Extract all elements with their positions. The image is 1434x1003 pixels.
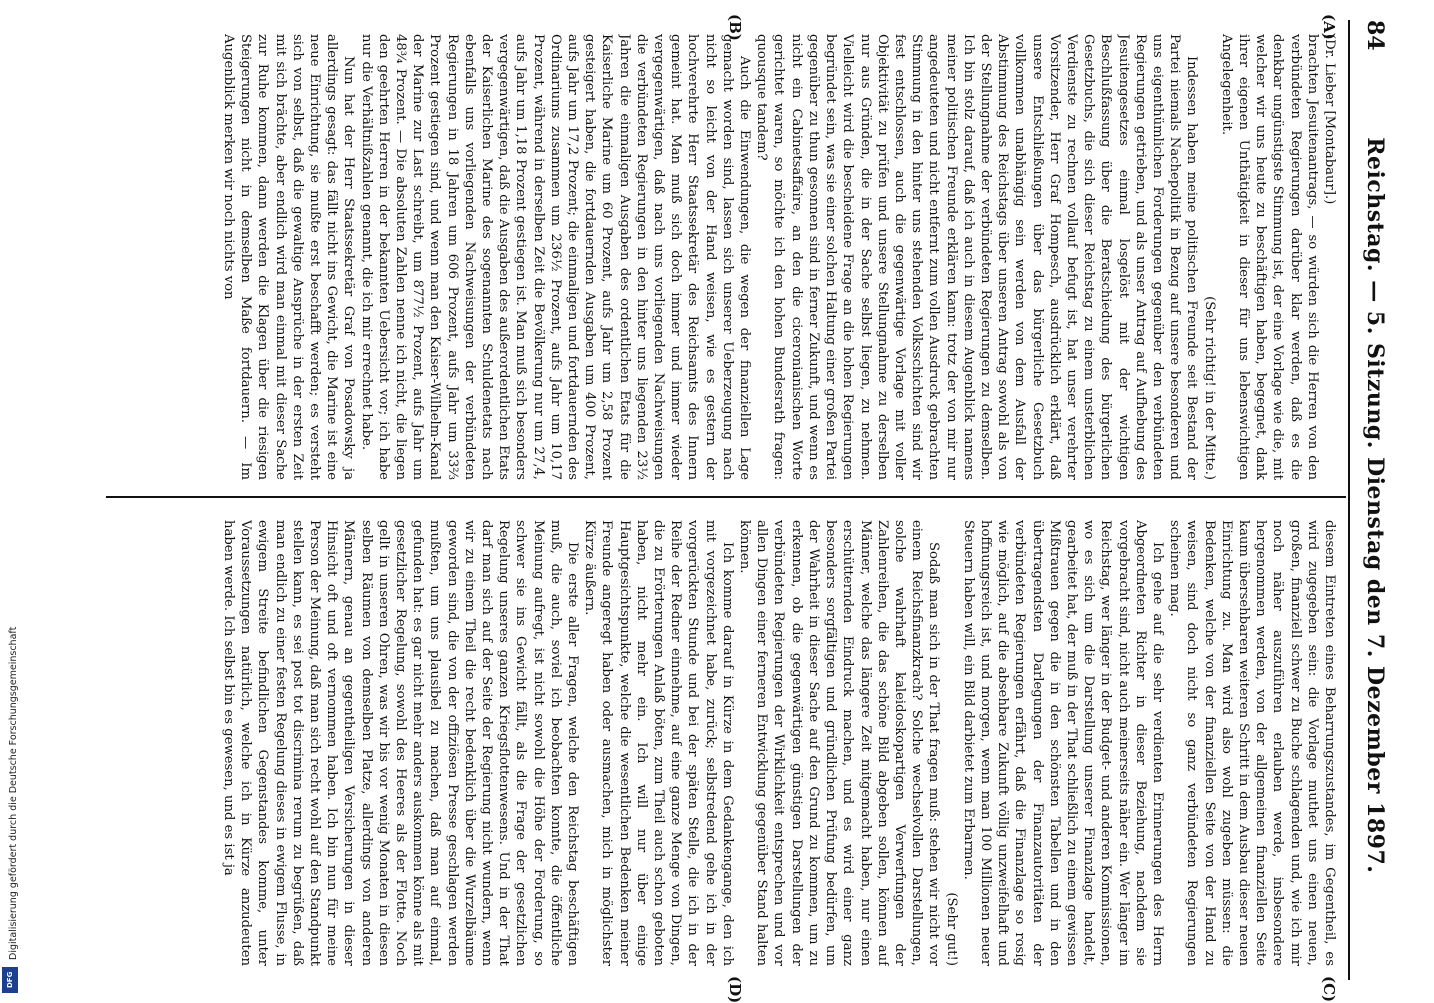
dfg-logo-icon: DFG [2,967,18,993]
left-column-paragraph: Indessen haben meine politischen Freunde seit Bestand der Partei niemals Nachepolitik in Bezug auf unsere besonderen und uns eigenthümlichen Forderungen gegenüber den verbündeten Regierungen getrieben, und als unser Antrag auf Aufhebung des Jesuitengesetzes einmal losgelöst mit der wichtigen Beschlußfassung über die Beratschiedung des bürgerlichen Gesetzbuchs, die sich dieser Reichstag zu einem unsterblichen Verdienste zu rechnen vollauf befugt ist, hat unser verehrter Vorsitzender, Herr Graf Hompesch, ausdrücklich erklärt, daß unsere Entschließungen über das bürgerliche Gesetzbuch vollkommen unabhängig sein werden von dem Ausfall der Abstimmung des Reichstags über unseren Antrag sowohl als von der Stellungnahme der verbündeten Regierungen zu demselben. Ich bin stolz darauf, daß ich auch in diesem Augenblick namens meiner politischen Freunde erklären kann: trotz der von mir nur angedeuteten und nicht entfernt zum vollen Ausdruck gebrachten Stimmung in den hinter uns stehenden Volksschichten sind wir fest entschlossen, auch die gegenwärtige Vorlage mit voller Objektivität zu prüfen und unsere Stellungnahme zu derselben nur aus Gründen, die in der Sache selbst liegen, zu nehmen. Vielleicht wird die bescheidene Frage an die hohen Regierungen begründet sein, was sie einer solchen Haltung einer großen Partei gegenüber zu thun gesonnen sind in ferner Zukunft, und wenn es nicht ein Cabinetsaffaire, an den die ciceronianischen Worte gerichtet waren, so möchte ich den hohen Bundesrath fragen: quousque tandem? [754,34,1200,480]
right-column-paragraph: Ich komme darauf in Kürze in dem Gedankengange, den ich mit vorgezeichnet habe, zurück; selbstredend gehe ich in der vorgerückten Stunde und bei der späten Stelle, die ich in der Reihe der Redner einnehme, auf eine ganze Menge von Dingen, die zu Erörterungen Anlaß böten, zum Theil auch schon geboten haben, nicht mehr ein. Ich will nur über einige Hauptgesichtspunkte, welche die wesentlichen Bedenken meiner Freunde angeregt haben oder ausmachen, mich in möglichster Kürze äußern. [582,520,735,966]
left-column-paragraph: Auch die Einwendungen, die wegen der finanziellen Lage gemacht worden sind, lassen sich unserer Ueberzeugung nach nicht so leicht von der Hand weisen, wie es gestern der hochverehrte Herr Staatssekretär des Reichsamts des Innern gemeint hat. Man muß sich doch immer und immer wieder vergegenwärtigen, daß nach uns vorliegenden Nachweisungen die verbündeten Regierungen in den hinter uns liegenden 23½ Jahren die einmaligen Ausgaben des ordentlichen Etats für die Kaiserliche Marine um 60 Prozent, aufs Jahr um 2,58 Prozent gesteigert haben, die fortdauernden Ausgaben um 400 Prozent, aufs Jahr um 17,2 Prozent; die einmaligen und fortdauernden des Ordinariums zusammen um 236½ Prozent, aufs Jahr um 10,17 Prozent, während in derselben Zeit die Bevölkerung nur um 27,4, aufs Jahr um 1,18 Prozent gestiegen ist. Man muß sich besonders vergegenwärtigen, daß die Ausgaben des außerordentlichen Etats der Kaiserlichen Marine des sogenannten Schuldenetats nach ebenfalls uns vorliegenden Nachweisungen der verbündeten Regierungen in 18 Jahren um 606 Prozent, aufs Jahr um 33⅔ Prozent gestiegen sind, und wenn man den Kaiser-Wilhelm-Kanal der Marine zur Last schreibt, um 877½ Prozent, aufs Jahr um 48¾ Prozent. — Die absoluten Zahlen nenne ich nicht, die liegen den geehrten Herren in der bekannten Uebersicht vor; ich habe nur die Verhältnißzahlen genannt, die ich mir errechnet habe. [358,34,753,480]
right-column-paragraph: Sodaß man sich in der That fragen muß: stehen wir nicht vor einem Reichsfinanzkrach? Solche wechselvollen Darstellungen, solche wahrhaft kaleidoskopartigen Verwerfungen der Zahlenreihen, die das schöne Bild abgeben sollen, können auf Männer, welche das längere Zeit mitgemacht haben, nur einen erschütternden Eindruck machen, und es wird einer ganz besonders sorgfältigen und gründlichen Prüfung bedürfen, um der Wahrheit in dieser Sache auf den Grund zu kommen, um zu erkennen, ob die gegenwärtigen günstigen Darstellungen der verbündeten Regierungen der Wirklichkeit entsprechen und vor allen Dingen einer ferneren Entwicklung gegenüber Stand halten können. [737,520,942,966]
margin-mark-c: (C) [1320,976,1338,1003]
header-rule [1348,20,1350,980]
digitization-credit: Digitalisierung gefördert durch die Deutsche Forschungsgemeinschaft [8,626,19,960]
right-column-paragraph: (Sehr gut!) [943,892,959,966]
running-title: Reichstag. — 5. Sitzung. Dienstag den 7. Dezember 1897. [1362,137,1388,874]
left-column-paragraph: (Sehr richtig! in der Mitte.) [1201,296,1217,480]
rotated-page-content [54,0,1434,1003]
right-text-column [102,520,1338,966]
right-column-paragraph: Die erste aller Fragen, welche den Reichstag beschäftigen muß, die auch, soviel ich beobachten konnte, die öffentliche Meinung aufregt, ist nicht sowohl die Höhe der Forderung, so schwer sie ins Gewicht fällt, als die Frage der gesetzlichen Regelung unseres ganzen Kriegsflottenwesens. Und in der That darf man sich auf der Seite der Regierung nicht wundern, wenn wir zu einem Theil die recht bedenklich über die Wurzelbäume geworden sind, die von der offiziösen Presse geschlagen werden mußten, um uns plausibel zu machen, daß man auf einmal, gefunden hat: es gar nicht mehr anders auskommen könne als mit gesetzlicher Regelung, sowohl des Heeres als der Flotte. Noch gellt in unseren Ohren, was wir bis vor wenig Monaten in diesen selben Räumen von demselben Platze, allerdings von anderen Männern, genau an gegentheiligen Versicherungen in dieser Hinsicht oft und oft vernommen haben. Ich bin nun für meine Person der Meinung, daß man sich recht wohl auf den Standpunkt stellen kann, es sei post tot discrimina rerum zu begrüßen, daß man endlich zu einer festen Regelung dieses in ewigem Flusse, in ewigem Streite befindlichen Gegenstandes komme, unter Voraussetzungen natürlich, welche ich in Kürze anzudeuten haben werde. Ich selbst bin es gewesen, und es ist ja [221,520,581,966]
left-text-column [102,34,1338,480]
left-column-paragraph: (Dr. Lieber [Montabaur].) [1322,34,1337,205]
left-column-paragraph: Nun hat der Herr Staatssekretär Graf von Posadowsky ja allerdings gesagt: das fällt nicht ins Gewicht, die Marine ist eine neue Einrichtung, sie mußte erst beschafft werden; es versteht sich von selbst, daß die gewaltige Ansprüche in der ersten Zeit mit sich brächte, aber endlich wird man einmal mit dieser Sache zur Ruhe kommen, dann werden die Klagen über die riesigen Steigerungen nicht in demselben Maße fortdauern. — Im Augenblick merken wir noch nichts von [221,34,357,480]
page-number: 84 [1362,20,1388,51]
column-divider [106,496,1346,498]
right-column-paragraph: Ich gehe auf die sehr verdienten Erinnerungen des Herrn Abgeordneten Richter in dieser Beziehung, nachdem sie vorgebracht sind, nicht auch meinerseits näher ein. Wer länger im Reichstag, wer länger in der Budget- und anderen Kommissionen, wo es sich um die Darstellung unserer Finanzlage handelt, gearbeitet hat, der muß in der That schließlich zu einem gewissen Mißtrauen gegen die in den schönsten Tabellen und in den übertragendsten Darlegungen der Finanzautoritäten der verbündeten Regierungen erfährt, daß die Finanzlage so rosig wie möglich, auf die absehbare Zukunft völlig unzweifelhaft und hoffnungsreich ist, und morgen, wenn man 100 Millionen neuer Steuern haben will, ein Bild darbietet zum Erbarmen. [960,520,1165,966]
right-column-paragraph: diesem Eintreten eines Beharrungszustandes, im Gegentheil, es wird zugegeben sein: die Vorlage muthet uns einen neuen, großen, finanziell schwer zu Buche schlagenden und, wie ich mir noch näher auszuführen erlauben werde, insbesondere hergenommen werden, von der allgemeinen finanziellen Seite kaum übersehbaren weiteren Schritt in dem Ausbau dieser neuen Einrichtung zu. Man wird also wohl zugeben müssen: die Bedenken, welche von der finanziellen Seite von der Hand zu weisen, sind doch nicht so ganz verbündeten Regierungen scheinen mag. [1167,520,1337,966]
left-column-paragraph: brachten Jesuitenantrags, — so würden sich die Herren von den verbündeten Regierungen darüber klar werden, daß es die denkbar ungünstigste Stimmung ist, der eine Vorlage wie die, mit welcher wir uns heute zu beschäftigen haben, begegnet, dank ihrer eigenen Unthätigkeit in dieser für uns lebenswichtigen Angelegenheit. [1218,34,1320,480]
page-header [1356,20,1394,980]
margin-mark-b: (B) [726,14,744,41]
margin-mark-d: (D) [726,976,744,1003]
margin-mark-a: (A) [1320,14,1338,40]
